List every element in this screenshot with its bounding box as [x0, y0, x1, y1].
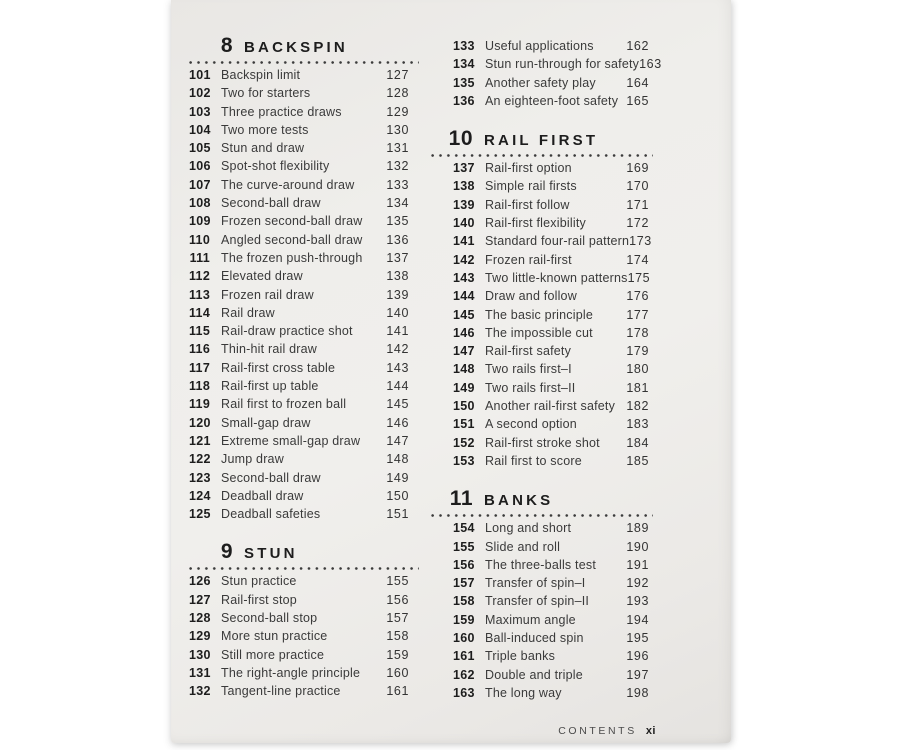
entry-title: Long and short: [485, 521, 572, 536]
entry-number: 156: [453, 557, 475, 572]
toc-entry: [189, 178, 419, 196]
entry-title: Stun run-through for safety: [485, 57, 640, 72]
entry-title: Rail first to frozen ball: [221, 397, 347, 412]
entry-title: Rail draw: [221, 305, 275, 320]
chapter-heading: [431, 487, 653, 510]
chapter-heading: [189, 34, 419, 57]
toc-entry-group: [431, 521, 653, 704]
toc-entry: [431, 381, 653, 399]
entry-number: 118: [189, 379, 211, 394]
entry-number: 130: [189, 647, 211, 662]
entry-number: 114: [189, 305, 211, 320]
toc-entry: [189, 507, 419, 525]
entry-page-number: 194: [626, 612, 649, 627]
entry-page-number: 141: [386, 324, 409, 339]
entry-page-number: 138: [386, 269, 409, 284]
entry-page-number: 147: [386, 433, 409, 448]
entry-number: 126: [189, 574, 211, 589]
page-footer: [558, 725, 656, 737]
toc-entry: [189, 489, 419, 507]
entry-title: Rail first to score: [485, 453, 582, 468]
entry-number: 122: [189, 452, 211, 467]
entry-number: 127: [189, 592, 211, 607]
toc-entry: [431, 308, 653, 326]
entry-number: 120: [189, 415, 211, 430]
toc-entry: [431, 540, 653, 558]
entry-number: 105: [189, 141, 211, 156]
toc-entry: [189, 666, 419, 684]
entry-number: 128: [189, 611, 211, 626]
entry-page-number: 142: [386, 342, 409, 357]
entry-title: The three-balls test: [485, 557, 596, 572]
entry-page-number: 172: [626, 216, 649, 231]
entry-page-number: 192: [626, 576, 649, 591]
entry-title: Transfer of spin–I: [485, 576, 586, 591]
entry-page-number: 198: [626, 685, 649, 700]
entry-number: 158: [453, 594, 475, 609]
entry-page-number: 179: [626, 344, 649, 359]
entry-page-number: 196: [626, 649, 649, 664]
chapter-title: BACKSPIN: [244, 39, 348, 56]
dotted-rule: [189, 567, 419, 570]
toc-entry: [431, 613, 653, 631]
entry-page-number: 189: [626, 521, 649, 536]
entry-page-number: 129: [386, 104, 409, 119]
entry-title: Thin-hit rail draw: [221, 342, 317, 357]
entry-number: 143: [453, 270, 475, 285]
entry-title: Two little-known patterns: [485, 270, 628, 285]
entry-number: 154: [453, 521, 475, 536]
entry-page-number: 157: [386, 611, 409, 626]
toc-entry-group: [189, 574, 419, 702]
toc-entry: [189, 611, 419, 629]
entry-page-number: 150: [386, 488, 409, 503]
toc-entry: [189, 574, 419, 592]
entry-page-number: 173: [629, 234, 652, 249]
entry-number: 110: [189, 232, 211, 247]
entry-number: 146: [453, 325, 475, 340]
entry-number: 101: [189, 68, 211, 82]
entry-page-number: 191: [626, 557, 649, 572]
entry-number: 135: [453, 75, 475, 90]
entry-title: Angled second-ball draw: [221, 232, 363, 247]
toc-entry: [189, 233, 419, 251]
entry-title: Stun practice: [221, 574, 297, 589]
entry-number: 115: [189, 324, 211, 339]
entry-title: The long way: [485, 685, 562, 700]
entry-number: 136: [453, 93, 475, 108]
toc-entry: [431, 271, 653, 289]
entry-title: Backspin limit: [221, 68, 301, 82]
entry-title: Rail-first option: [485, 161, 572, 176]
entry-number: 160: [453, 631, 475, 646]
entry-number: 151: [453, 417, 475, 432]
entry-page-number: 161: [386, 684, 409, 699]
entry-title: Three practice draws: [221, 104, 342, 119]
entry-number: 144: [453, 289, 475, 304]
entry-title: Elevated draw: [221, 269, 303, 284]
entry-title: Two for starters: [221, 86, 311, 101]
entry-number: 162: [453, 667, 475, 682]
footer-section-label: CONTENTS: [558, 725, 637, 737]
toc-entry: [189, 288, 419, 306]
entry-title: Simple rail firsts: [485, 179, 577, 194]
toc-entry: [431, 76, 653, 94]
entry-number: 121: [189, 433, 211, 448]
entry-page-number: 133: [386, 177, 409, 192]
entry-title: Triple banks: [485, 649, 556, 664]
entry-page-number: 184: [626, 435, 649, 450]
entry-title: Second-ball draw: [221, 470, 321, 485]
entry-page-number: 146: [386, 415, 409, 430]
entry-title: Deadball safeties: [221, 507, 321, 522]
entry-title: Rail-first cross table: [221, 360, 336, 375]
entry-title: More stun practice: [221, 629, 328, 644]
entry-title: Draw and follow: [485, 289, 577, 304]
entry-title: Frozen rail-first: [485, 252, 572, 267]
entry-number: 148: [453, 362, 475, 377]
toc-entry: [431, 198, 653, 216]
entry-number: 129: [189, 629, 211, 644]
entry-title: The frozen push-through: [221, 250, 363, 265]
toc-entry: [189, 593, 419, 611]
toc-entry: [431, 179, 653, 197]
toc-entry-group: [431, 161, 653, 472]
entry-number: 111: [189, 250, 210, 265]
entry-page-number: 178: [626, 325, 649, 340]
entry-page-number: 185: [626, 453, 649, 468]
toc-entry: [431, 594, 653, 612]
dotted-rule: [431, 514, 653, 517]
entry-number: 152: [453, 435, 475, 450]
toc-entry: [431, 668, 653, 686]
toc-column-right: [431, 0, 662, 704]
toc-entry: [431, 558, 653, 576]
entry-page-number: 140: [386, 305, 409, 320]
entry-page-number: 193: [626, 594, 649, 609]
toc-entry: [189, 324, 419, 342]
entry-page-number: 169: [626, 161, 649, 176]
toc-entry: [431, 234, 653, 252]
toc-entry: [189, 123, 419, 141]
entry-page-number: 137: [386, 250, 409, 265]
entry-number: 131: [189, 665, 211, 680]
entry-page-number: 149: [386, 470, 409, 485]
entry-number: 125: [189, 507, 211, 522]
entry-page-number: 165: [626, 93, 649, 108]
toc-entry: [189, 105, 419, 123]
entry-page-number: 195: [626, 631, 649, 646]
entry-title: Two more tests: [221, 122, 309, 137]
toc-entry: [189, 251, 419, 269]
entry-number: 119: [189, 397, 211, 412]
toc-entry: [431, 94, 653, 112]
entry-number: 138: [453, 179, 475, 194]
entry-page-number: 134: [386, 196, 409, 211]
entry-number: 157: [453, 576, 475, 591]
toc-entry: [431, 57, 662, 75]
entry-page-number: 159: [386, 647, 409, 662]
entry-number: 112: [189, 269, 211, 284]
toc-entry: [189, 159, 419, 177]
toc-entry: [431, 253, 653, 271]
entry-title: Useful applications: [485, 39, 594, 53]
entry-page-number: 128: [386, 86, 409, 101]
entry-page-number: 197: [626, 667, 649, 682]
chapter-number: 11: [449, 487, 473, 511]
toc-entry: [431, 289, 653, 307]
toc-entry: [431, 649, 653, 667]
entry-title: Two rails first–II: [485, 380, 576, 395]
entry-number: 124: [189, 488, 211, 503]
entry-number: 139: [453, 197, 475, 212]
entry-title: Spot-shot flexibility: [221, 159, 330, 174]
entry-title: The basic principle: [485, 307, 594, 322]
toc-entry: [189, 68, 419, 86]
entry-title: A second option: [485, 417, 577, 432]
toc-entry: [431, 436, 653, 454]
entry-number: 134: [453, 57, 475, 72]
toc-entry: [431, 454, 653, 472]
toc-entry: [189, 196, 419, 214]
toc-entry: [431, 521, 653, 539]
entry-title: Deadball draw: [221, 488, 304, 503]
entry-title: Rail-first up table: [221, 379, 319, 394]
entry-title: Maximum angle: [485, 612, 576, 627]
entry-title: Transfer of spin–II: [485, 594, 590, 609]
entry-title: Extreme small-gap draw: [221, 433, 361, 448]
entry-page-number: 155: [386, 574, 409, 589]
entry-number: 132: [189, 684, 211, 699]
entry-number: 106: [189, 159, 211, 174]
toc-entry: [189, 684, 419, 702]
entry-title: Slide and roll: [485, 539, 561, 554]
entry-number: 137: [453, 161, 475, 176]
entry-page-number: 171: [626, 197, 649, 212]
entry-number: 102: [189, 86, 211, 101]
toc-entry: [189, 86, 419, 104]
chapter-title: BANKS: [484, 492, 554, 510]
toc-entry: [431, 39, 653, 57]
entry-page-number: 131: [386, 141, 409, 156]
entry-number: 109: [189, 214, 211, 229]
entry-title: Another safety play: [485, 75, 596, 90]
entry-title: Rail-draw practice shot: [221, 324, 353, 339]
toc-entry: [189, 214, 419, 232]
entry-page-number: 130: [386, 122, 409, 137]
toc-entry: [431, 399, 653, 417]
toc-entry: [189, 397, 419, 415]
entry-number: 147: [453, 344, 475, 359]
entry-title: Frozen second-ball draw: [221, 214, 363, 229]
chapter-title: RAIL FIRST: [484, 132, 599, 150]
entry-page-number: 162: [626, 39, 649, 53]
toc-entry: [189, 342, 419, 360]
entry-page-number: 127: [386, 68, 409, 82]
entry-page-number: 163: [639, 57, 662, 72]
entry-number: 140: [453, 216, 475, 231]
entry-title: An eighteen-foot safety: [485, 93, 619, 108]
entry-title: The right-angle principle: [221, 665, 361, 680]
toc-entry: [189, 471, 419, 489]
entry-title: Rail-first follow: [485, 197, 570, 212]
entry-page-number: 170: [626, 179, 649, 194]
toc-entry: [189, 416, 419, 434]
entry-number: 107: [189, 177, 211, 192]
entry-page-number: 158: [386, 629, 409, 644]
toc-entry-group: [431, 39, 662, 112]
entry-title: Another rail-first safety: [485, 399, 616, 414]
entry-page-number: 177: [626, 307, 649, 322]
toc-entry: [431, 362, 653, 380]
entry-page-number: 183: [626, 417, 649, 432]
entry-page-number: 143: [386, 360, 409, 375]
toc-entry: [189, 434, 419, 452]
entry-number: 161: [453, 649, 475, 664]
toc-entry: [431, 344, 653, 362]
entry-number: 133: [453, 39, 475, 53]
entry-page-number: 132: [386, 159, 409, 174]
entry-page-number: 175: [627, 270, 651, 285]
entry-title: Stun and draw: [221, 141, 305, 156]
entry-number: 117: [189, 360, 211, 375]
entry-title: The impossible cut: [485, 325, 593, 340]
entry-page-number: 151: [386, 507, 409, 522]
entry-page-number: 164: [626, 75, 649, 90]
entry-number: 103: [189, 104, 211, 119]
chapter-number: 10: [448, 127, 473, 151]
entry-title: Standard four-rail pattern: [485, 234, 630, 249]
entry-title: Double and triple: [485, 667, 583, 682]
entry-number: 155: [453, 539, 475, 554]
entry-page-number: 135: [386, 214, 409, 229]
toc-entry: [189, 306, 419, 324]
entry-number: 153: [453, 453, 475, 468]
entry-title: Rail-first safety: [485, 344, 572, 359]
entry-number: 104: [189, 122, 211, 137]
entry-number: 163: [453, 685, 475, 700]
entry-title: Rail-first stroke shot: [485, 435, 600, 450]
toc-column-left: [189, 0, 419, 703]
entry-title: Second-ball stop: [221, 611, 318, 626]
toc-entry-group: [189, 68, 419, 525]
entry-page-number: 182: [626, 399, 649, 414]
entry-page-number: 174: [626, 252, 649, 267]
entry-title: Small-gap draw: [221, 415, 311, 430]
entry-page-number: 145: [386, 397, 409, 412]
entry-number: 142: [453, 252, 475, 267]
toc-entry: [189, 452, 419, 470]
toc-entry: [431, 161, 653, 179]
chapter-heading: [431, 127, 653, 150]
toc-entry: [189, 379, 419, 397]
entry-title: Rail-first flexibility: [485, 216, 586, 231]
entry-title: The curve-around draw: [221, 177, 355, 192]
entry-title: Jump draw: [221, 452, 284, 467]
entry-number: 123: [189, 470, 211, 485]
entry-title: Frozen rail draw: [221, 287, 314, 302]
toc-entry: [431, 631, 653, 649]
entry-title: Tangent-line practice: [221, 684, 341, 699]
entry-page-number: 181: [626, 380, 649, 395]
entry-page-number: 144: [386, 379, 409, 394]
chapter-heading: [189, 540, 419, 563]
entry-number: 150: [453, 399, 475, 414]
toc-entry: [189, 629, 419, 647]
contents-page: [171, 0, 731, 743]
toc-entry: [189, 141, 419, 159]
entry-number: 159: [453, 612, 475, 627]
entry-title: Two rails first–I: [485, 362, 572, 377]
entry-page-number: 156: [386, 592, 409, 607]
entry-page-number: 176: [626, 289, 649, 304]
toc-entry: [189, 361, 419, 379]
chapter-title: STUN: [244, 545, 298, 563]
toc-entry: [431, 576, 653, 594]
toc-entry: [431, 216, 653, 234]
chapter-number: 8: [220, 34, 233, 57]
entry-title: Still more practice: [221, 647, 325, 662]
footer-page-number: xi: [645, 725, 656, 737]
entry-title: Second-ball draw: [221, 196, 321, 211]
entry-number: 113: [189, 287, 211, 302]
toc-entry: [431, 326, 653, 344]
entry-number: 108: [189, 196, 211, 211]
toc-entry: [189, 648, 419, 666]
toc-entry: [431, 417, 653, 435]
chapter-number: 9: [220, 540, 233, 564]
entry-page-number: 190: [626, 539, 649, 554]
dotted-rule: [431, 154, 653, 157]
entry-page-number: 180: [626, 362, 649, 377]
entry-title: Ball-induced spin: [485, 631, 584, 646]
entry-number: 149: [453, 380, 475, 395]
entry-page-number: 160: [386, 665, 409, 680]
entry-number: 116: [189, 342, 211, 357]
entry-title: Rail-first stop: [221, 592, 297, 607]
toc-entry: [431, 686, 653, 704]
toc-entry: [189, 269, 419, 287]
entry-number: 145: [453, 307, 475, 322]
entry-number: 141: [453, 234, 475, 249]
entry-page-number: 139: [386, 287, 409, 302]
entry-page-number: 136: [386, 232, 409, 247]
dotted-rule: [189, 61, 419, 64]
entry-page-number: 148: [386, 452, 409, 467]
